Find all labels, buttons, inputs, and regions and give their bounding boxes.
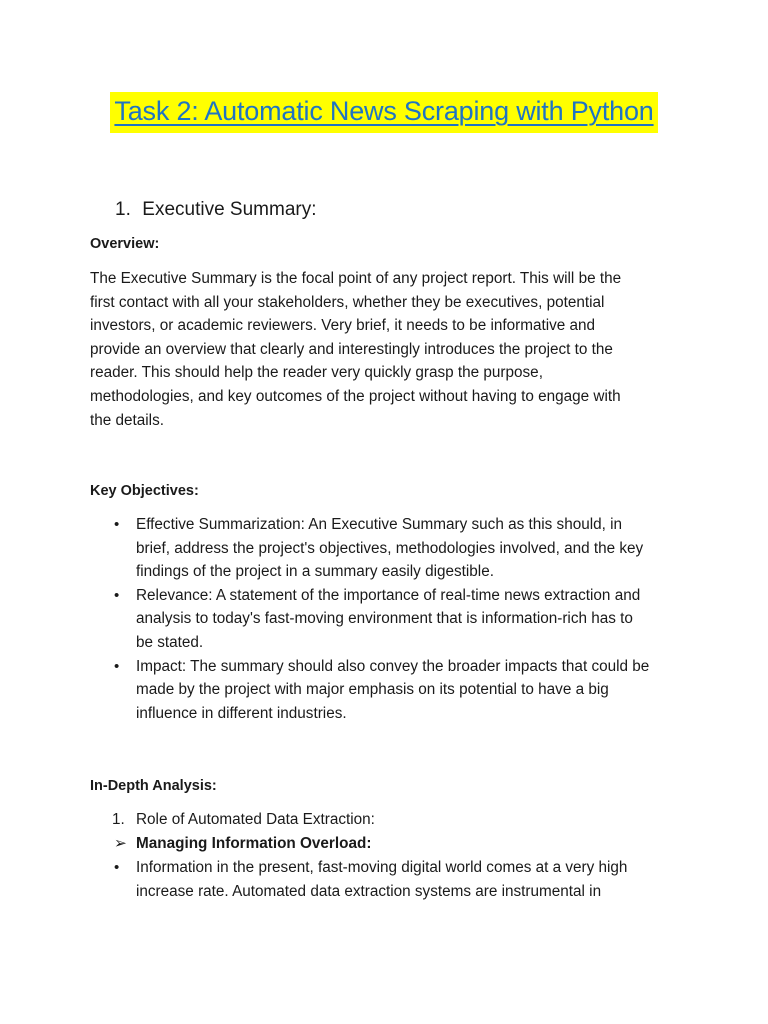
overview-line: provide an overview that clearly and interestingly introduces the project to the: [90, 340, 613, 358]
overview-line: methodologies, and key outcomes of the project without having to engage with: [90, 387, 621, 405]
section-label: Executive Summary:: [142, 199, 317, 220]
list-item: [90, 513, 690, 584]
list-item: [90, 584, 690, 655]
bullet-icon: •: [114, 516, 120, 533]
list-item-line: findings of the project in a summary easily digestible.: [136, 563, 494, 581]
document-title: Task 2: Automatic News Scraping with Python: [110, 92, 657, 133]
in-depth-bullet-list: [90, 856, 690, 903]
list-item-line: Information in the present, fast-moving digital world comes at a very high: [136, 859, 628, 876]
arrow-item: [90, 832, 690, 856]
list-item-line: analysis to today's fast-moving environment that is information-rich has to: [136, 610, 633, 628]
bullet-icon: •: [114, 859, 120, 876]
list-item-line: Impact: The summary should also convey the broader impacts that could be: [136, 657, 650, 675]
overview-paragraph: [90, 267, 680, 432]
key-objectives-heading: Key Objectives:: [90, 483, 199, 499]
numbered-item: [90, 808, 690, 832]
list-item-line: brief, address the project's objectives, methodologies involved, and the key: [136, 539, 644, 557]
list-item: [90, 655, 690, 726]
overview-heading: Overview:: [90, 236, 160, 252]
overview-line: The Executive Summary is the focal point of any project report. This will be the: [90, 270, 622, 287]
arrow-item-text: Managing Information Overload:: [136, 835, 372, 852]
list-item-line: increase rate. Automated data extraction systems are instrumental in: [136, 882, 602, 900]
list-item: [90, 856, 690, 903]
item-text: Role of Automated Data Extraction:: [136, 811, 375, 828]
item-number: 1.: [112, 811, 125, 828]
bullet-icon: •: [114, 586, 120, 604]
list-item-line: influence in different industries.: [136, 704, 347, 722]
key-objectives-list: [90, 513, 690, 725]
overview-line: first contact with all your stakeholders, whether they be executives, potential: [90, 293, 605, 311]
overview-line: reader. This should help the reader very quickly grasp the purpose,: [90, 364, 543, 382]
overview-line: investors, or academic reviewers. Very brief, it needs to be informative and: [90, 317, 596, 335]
list-item-line: Effective Summarization: An Executive Summary such as this should, in: [136, 516, 623, 533]
title-container: [0, 92, 768, 133]
section-number: 1.: [115, 199, 131, 220]
section-heading-executive-summary: [115, 199, 317, 221]
list-item-line: be stated.: [136, 633, 204, 651]
in-depth-heading: In-Depth Analysis:: [90, 778, 217, 794]
overview-line: the details.: [90, 411, 164, 429]
bullet-icon: •: [114, 657, 120, 675]
arrow-bullet-icon: ➢: [114, 835, 127, 852]
list-item-line: Relevance: A statement of the importance of real-time news extraction and: [136, 586, 641, 604]
list-item-line: made by the project with major emphasis on its potential to have a big: [136, 681, 609, 699]
